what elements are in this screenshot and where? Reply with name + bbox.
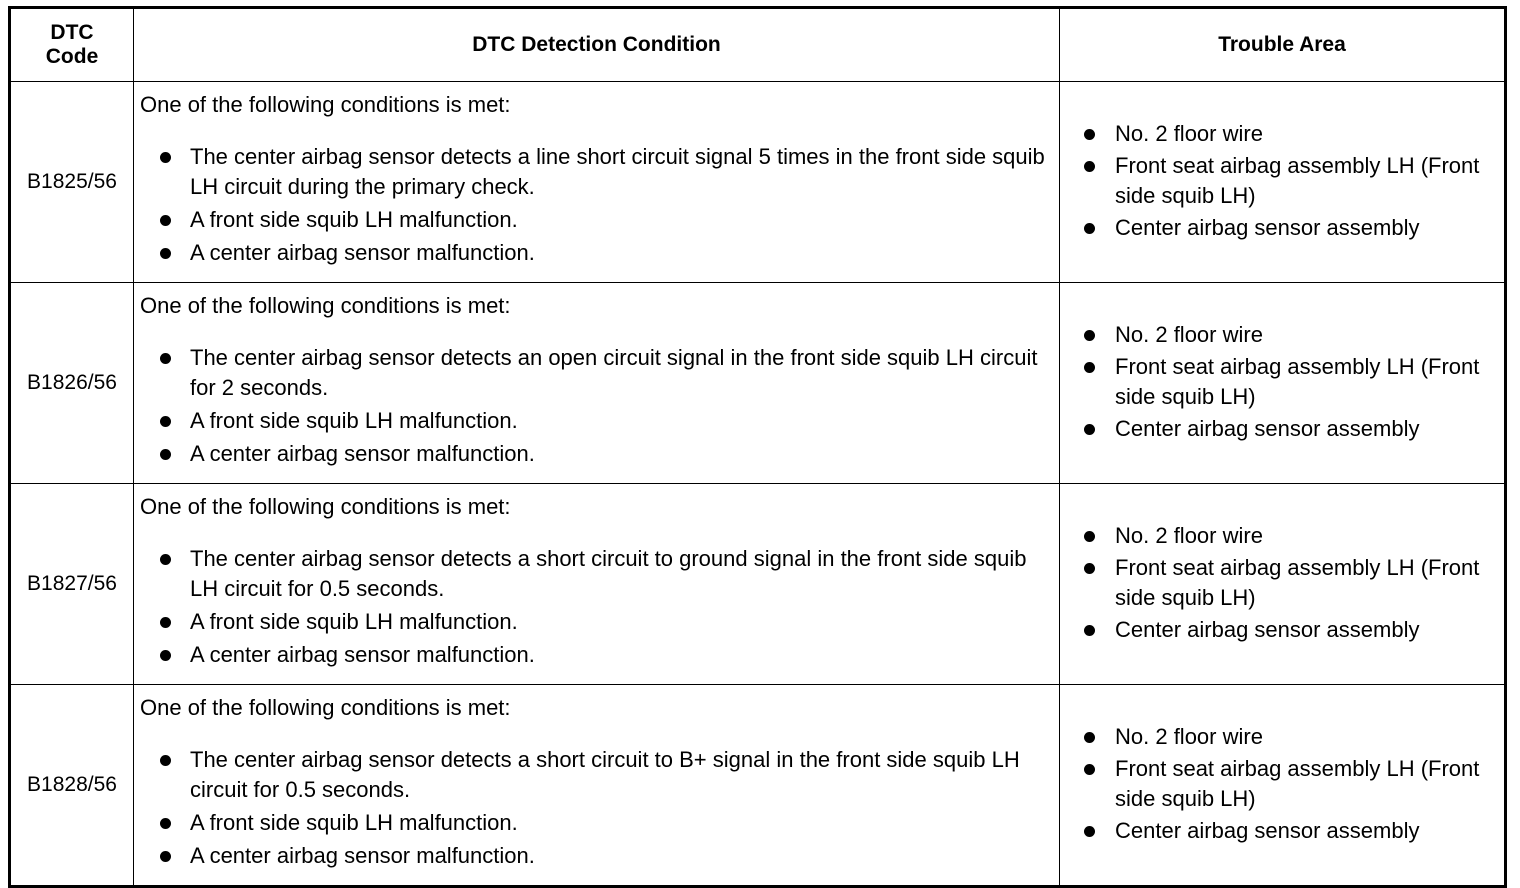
trouble-area-text: No. 2 floor wire [1115, 121, 1263, 146]
dtc-code: B1828/56 [10, 685, 134, 887]
condition-list [140, 142, 1049, 268]
trouble-area-item [1060, 521, 1494, 551]
bullet-icon [160, 248, 171, 259]
trouble-area-item [1060, 754, 1494, 814]
condition-intro: One of the following conditions is met: [140, 293, 511, 318]
trouble-area-item [1060, 352, 1494, 412]
condition-item [140, 406, 1049, 436]
trouble-area-list [1060, 119, 1494, 243]
condition-item [140, 745, 1049, 805]
condition-text: A front side squib LH malfunction. [190, 609, 518, 634]
condition-list [140, 745, 1049, 871]
trouble-area-text: No. 2 floor wire [1115, 523, 1263, 548]
bullet-icon [160, 851, 171, 862]
trouble-area-text: No. 2 floor wire [1115, 322, 1263, 347]
condition-text: The center airbag sensor detects an open circuit signal in the front side squib LH circuit for 2 seconds. [190, 345, 1038, 400]
condition-text: A center airbag sensor malfunction. [190, 642, 535, 667]
trouble-area-text: Center airbag sensor assembly [1115, 215, 1420, 240]
table-row [10, 484, 1506, 685]
table-row [10, 82, 1506, 283]
condition-list [140, 343, 1049, 469]
bullet-icon [160, 152, 171, 163]
condition-item [140, 238, 1049, 268]
bullet-icon [1084, 330, 1095, 341]
detection-condition-cell [134, 283, 1060, 484]
trouble-area-cell [1060, 283, 1506, 484]
header-dtc-code: DTC Code [10, 8, 134, 82]
dtc-table [8, 6, 1507, 888]
condition-text: A front side squib LH malfunction. [190, 810, 518, 835]
trouble-area-text: Center airbag sensor assembly [1115, 416, 1420, 441]
trouble-area-item [1060, 553, 1494, 613]
trouble-area-cell [1060, 484, 1506, 685]
dtc-code: B1825/56 [10, 82, 134, 283]
condition-item [140, 841, 1049, 871]
trouble-area-cell [1060, 82, 1506, 283]
table-row [10, 685, 1506, 887]
condition-intro: One of the following conditions is met: [140, 695, 511, 720]
trouble-area-item [1060, 722, 1494, 752]
trouble-area-text: No. 2 floor wire [1115, 724, 1263, 749]
detection-condition-cell [134, 82, 1060, 283]
condition-list [140, 544, 1049, 670]
trouble-area-list [1060, 521, 1494, 645]
trouble-area-list [1060, 320, 1494, 444]
condition-item [140, 544, 1049, 604]
trouble-area-item [1060, 615, 1494, 645]
trouble-area-text: Center airbag sensor assembly [1115, 818, 1420, 843]
condition-intro: One of the following conditions is met: [140, 92, 511, 117]
bullet-icon [160, 617, 171, 628]
condition-item [140, 142, 1049, 202]
condition-intro: One of the following conditions is met: [140, 494, 511, 519]
bullet-icon [1084, 223, 1095, 234]
trouble-area-text: Front seat airbag assembly LH (Front side squib LH) [1115, 756, 1480, 811]
condition-text: The center airbag sensor detects a line short circuit signal 5 times in the front side squib LH circuit during the primary check. [190, 144, 1045, 199]
condition-text: A front side squib LH malfunction. [190, 408, 518, 433]
bullet-icon [160, 554, 171, 565]
trouble-area-text: Front seat airbag assembly LH (Front side squib LH) [1115, 354, 1480, 409]
trouble-area-text: Front seat airbag assembly LH (Front side squib LH) [1115, 555, 1480, 610]
header-row [10, 8, 1506, 82]
bullet-icon [1084, 625, 1095, 636]
bullet-icon [1084, 424, 1095, 435]
condition-item [140, 808, 1049, 838]
bullet-icon [160, 416, 171, 427]
trouble-area-text: Center airbag sensor assembly [1115, 617, 1420, 642]
trouble-area-text: Front seat airbag assembly LH (Front side squib LH) [1115, 153, 1480, 208]
condition-item [140, 439, 1049, 469]
bullet-icon [160, 215, 171, 226]
detection-condition-cell [134, 484, 1060, 685]
bullet-icon [160, 755, 171, 766]
condition-text: A center airbag sensor malfunction. [190, 240, 535, 265]
condition-item [140, 205, 1049, 235]
bullet-icon [1084, 531, 1095, 542]
bullet-icon [160, 650, 171, 661]
detection-condition-cell [134, 685, 1060, 887]
dtc-code: B1827/56 [10, 484, 134, 685]
condition-text: The center airbag sensor detects a short circuit to B+ signal in the front side squib LH circuit for 0.5 seconds. [190, 747, 1020, 802]
bullet-icon [1084, 129, 1095, 140]
dtc-code: B1826/56 [10, 283, 134, 484]
table-row [10, 283, 1506, 484]
bullet-icon [1084, 826, 1095, 837]
trouble-area-item [1060, 151, 1494, 211]
trouble-area-item [1060, 320, 1494, 350]
bullet-icon [1084, 764, 1095, 775]
condition-text: A center airbag sensor malfunction. [190, 441, 535, 466]
bullet-icon [160, 818, 171, 829]
bullet-icon [1084, 161, 1095, 172]
bullet-icon [1084, 362, 1095, 373]
trouble-area-item [1060, 414, 1494, 444]
header-trouble-area: Trouble Area [1060, 8, 1506, 82]
condition-text: A front side squib LH malfunction. [190, 207, 518, 232]
bullet-icon [160, 353, 171, 364]
header-detection-condition: DTC Detection Condition [134, 8, 1060, 82]
trouble-area-cell [1060, 685, 1506, 887]
trouble-area-item [1060, 213, 1494, 243]
bullet-icon [160, 449, 171, 460]
bullet-icon [1084, 732, 1095, 743]
trouble-area-item [1060, 119, 1494, 149]
trouble-area-list [1060, 722, 1494, 846]
condition-item [140, 343, 1049, 403]
condition-item [140, 607, 1049, 637]
condition-text: A center airbag sensor malfunction. [190, 843, 535, 868]
bullet-icon [1084, 563, 1095, 574]
condition-text: The center airbag sensor detects a short circuit to ground signal in the front side squib LH circuit for 0.5 seconds. [190, 546, 1027, 601]
condition-item [140, 640, 1049, 670]
trouble-area-item [1060, 816, 1494, 846]
